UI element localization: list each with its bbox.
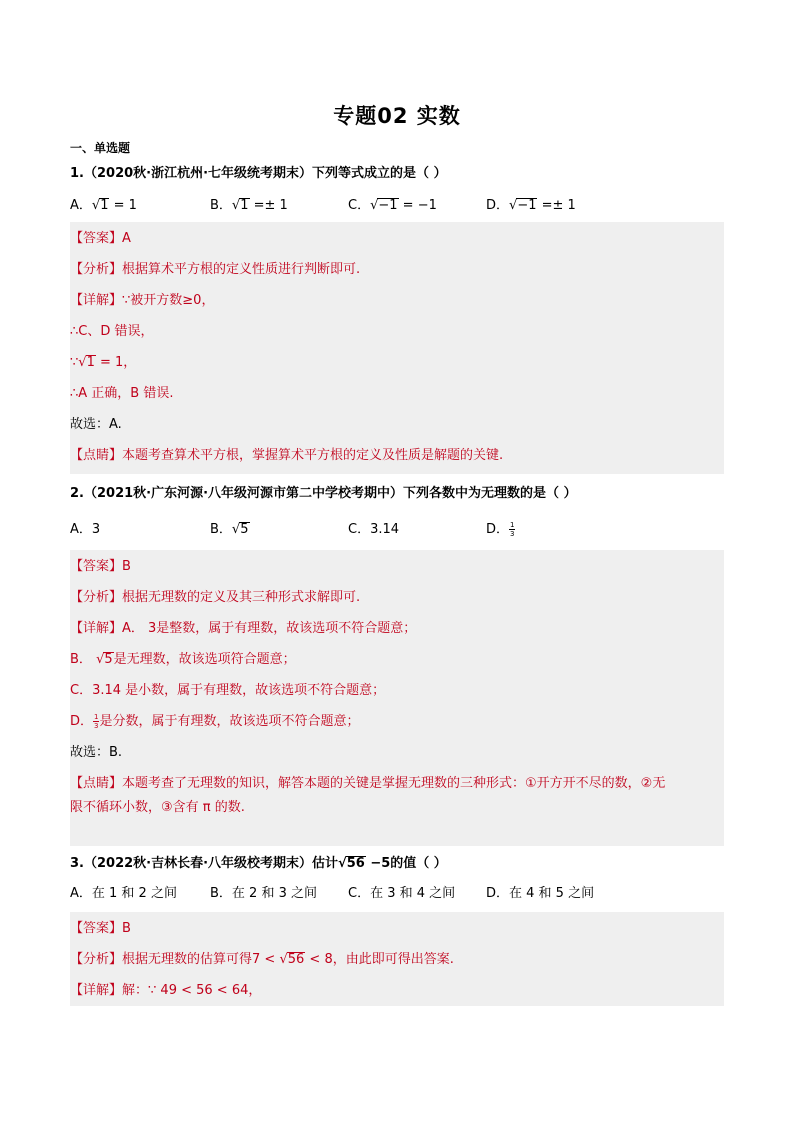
q3-solution [70, 916, 724, 1004]
q2-comment: 【点睛】本题考查了无理数的知识，解答本题的关键是掌握无理数的三种形式：①开方开不尽的数，②无 [70, 776, 666, 791]
q1-detail-line3: ∵√1 = 1， [70, 355, 137, 370]
q3-options [70, 884, 724, 904]
q1-solution [70, 226, 724, 469]
q2-solution [70, 554, 724, 821]
q1-options [70, 196, 724, 216]
q1-choose: 故选：A. [70, 417, 122, 432]
q1-option-c: C．√−1 = −1 [348, 198, 437, 213]
q2-option-a: A．3 [70, 522, 101, 537]
q2-option-c: C．3.14 [348, 522, 400, 537]
q1-detail-line2: ∴C、D 错误， [70, 324, 154, 339]
page-title: 专题02 实数 [333, 104, 461, 128]
q2-choose: 故选：B. [70, 745, 123, 760]
q1-option-d: D．√−1 =± 1 [486, 198, 576, 213]
q2-detail-d: D． $\frac{1}{3}$ 是分数，属于有理数，故该选项不符合题意； [70, 713, 360, 730]
q2-analysis: 【分析】根据无理数的定义及其三种形式求解即可. [70, 590, 361, 605]
q2-detail-c: C．3.14 是小数，属于有理数，故该选项不符合题意； [70, 683, 386, 698]
q2-detail: 【详解】A． 3是整数，属于有理数，故该选项不符合题意； [70, 621, 417, 636]
section-heading: 一、单选题 [70, 141, 131, 155]
q2-stem: 2.（2021秋·广东河源·八年级河源市第二中学校考期中）下列各数中为无理数的是（ ） [70, 486, 577, 501]
q1-option-a: A．√1 = 1 [70, 198, 137, 213]
q1-comment: 【点睛】本题考查算术平方根，掌握算术平方根的定义及性质是解题的关键. [70, 448, 504, 463]
q3-option-b: B．在 2 和 3 之间 [210, 886, 317, 901]
q2-detail-b: B． √5是无理数，故该选项符合题意； [70, 652, 296, 667]
q3-option-a: A．在 1 和 2 之间 [70, 886, 177, 901]
q1-analysis: 【分析】根据算术平方根的定义性质进行判断即可. [70, 262, 361, 277]
q3-stem: 3.（2022秋·吉林长春·八年级校考期末）估计√56 −5的值（ ） [70, 856, 447, 871]
q2-option-d: D． $\frac{1}{3}$ [486, 521, 515, 538]
q1-detail: 【详解】∵被开方数≥0， [70, 293, 215, 308]
q2-options [70, 520, 724, 540]
q1-answer: 【答案】A [70, 231, 131, 246]
q1-stem: 1.（2020秋·浙江杭州·七年级统考期末）下列等式成立的是（ ） [70, 166, 447, 181]
q2-comment-cont: 限不循环小数，③含有 π 的数. [70, 800, 245, 815]
q3-analysis: 【分析】根据无理数的估算可得7 < √56 < 8，由此即可得出答案. [70, 952, 454, 967]
q3-option-d: D．在 4 和 5 之间 [486, 886, 595, 901]
q1-detail-line4: ∴A 正确，B 错误. [70, 386, 174, 401]
q3-option-c: C．在 3 和 4 之间 [348, 886, 456, 901]
q2-answer: 【答案】B [70, 559, 131, 574]
q1-option-b: B．√1 =± 1 [210, 198, 288, 213]
q2-option-b: B．√5 [210, 522, 249, 537]
q3-detail: 【详解】解：∵ 49 < 56 < 64， [70, 983, 262, 998]
q3-answer: 【答案】B [70, 921, 131, 936]
